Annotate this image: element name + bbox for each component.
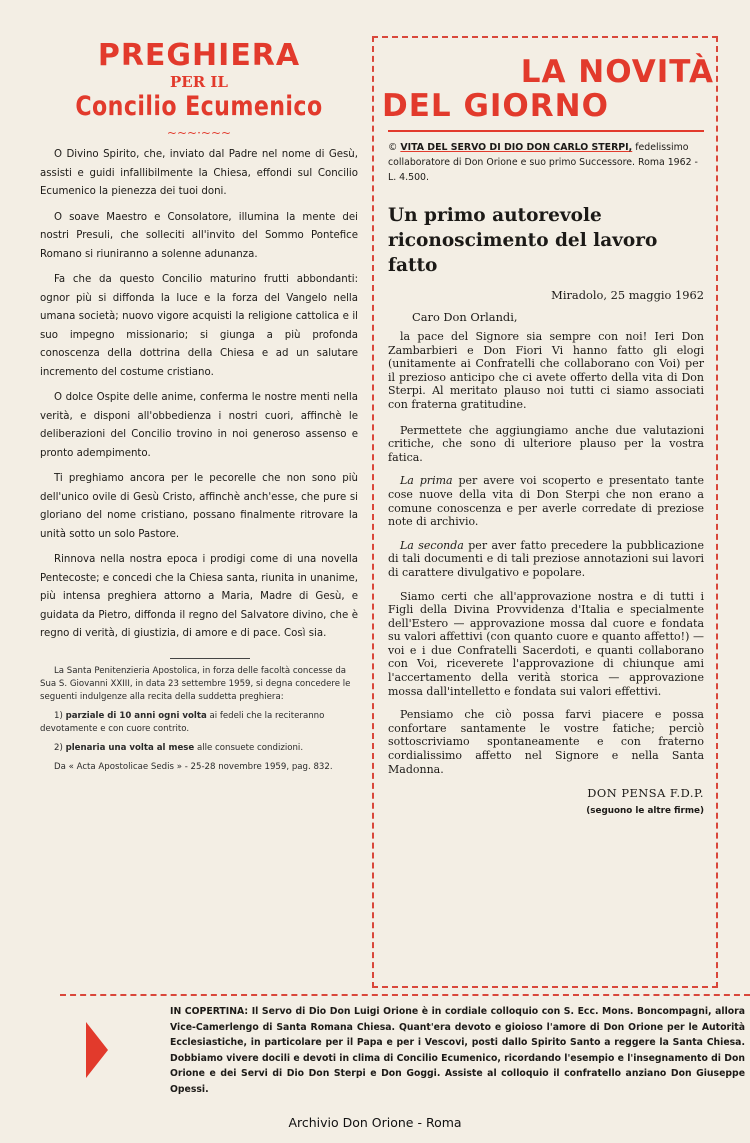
divider-rule — [170, 658, 250, 659]
prayer-paragraph: Rinnova nella nostra epoca i prodigi come di una novella Pentecoste; e concedi che la Chiesa santa, riunita in unanime, più intensa preghiera attorno a Maria, Madre di Gesù, e guidata da Pietro, diffonda il regno del Salvatore divino, che è regno di verità, di giustizia, di amore e di pace. Così sia. — [40, 554, 358, 639]
letter-text: per avere voi scoperto e presentato tante cose nuove della vita di Don Sterpi che non erano a comune conoscenza e per averle corredate di preziose note di archivio. — [388, 474, 704, 529]
book-announcement — [388, 140, 704, 185]
prayer-paragraph: Ti preghiamo ancora per le pecorelle che non sono più dell'unico ovile di Gesù Cristo, affinchè anch'esse, che pure si gloriano del nome cristiano, possano finalmente ritrovare la unità sotto un solo Pastore. — [40, 473, 358, 540]
note-item-number: 2) — [54, 742, 63, 753]
letter-emphasis: La seconda — [400, 538, 464, 552]
prayer-paragraph: O dolce Ospite delle anime, conferma le nostre menti nella verità, e disponi all'obbedienza i nostri cuori, affinchè le deliberazioni del Concilio trovino in noi generoso assenso e pronto adempimento. — [40, 392, 358, 459]
arrow-right-icon — [86, 1022, 108, 1078]
letter-emphasis: La prima — [400, 474, 453, 488]
prayer-title: PREGHIERA — [97, 38, 301, 73]
bottom-dashed-rule — [60, 994, 750, 996]
book-description: fedelissimo collaboratore di Don Orione e suo primo Successore. Roma 1962 - L. 4.500. — [388, 142, 698, 183]
archive-footer: Archivio Don Orione - Roma — [288, 1115, 462, 1130]
note-item — [40, 742, 358, 755]
ornament-divider: ~~~·~~~ — [166, 126, 232, 140]
note-intro: La Santa Penitenzieria Apostolica, in forza delle facoltà concesse da Sua S. Giovanni XXIII, in data 23 settembre 1959, si degna concedere le seguenti indulgenze alla recita della suddetta preghiera: — [40, 665, 351, 702]
other-signatures-note: (seguono le altre firme) — [586, 806, 704, 817]
letter-paragraph — [388, 474, 704, 528]
cover-text: Il Servo di Dio Don Luigi Orione è in cordiale colloquio con S. Ecc. Mons. Boncompagni, allora Vice-Camerlengo di Santa Romana Chiesa. Quant'era devoto e gioioso l'amore di Don Orione per le Autorità Ecclesiastiche, in particolare per il Papa e per i Vescovi, posti dallo Spirito Santo a reggere la Santa Chiesa. Dobbiamo vivere docili e devoti in clima di Concilio Ecumenico, ricordando l'esempio e l'insegnamento di Don Orione e dei Servi di Dio Don Sterpi e Don Goggi. Assiste al colloquio il confratello anziano Don Giuseppe Opessi. — [170, 1006, 745, 1095]
note-item-bold: plenaria una volta al mese — [65, 742, 195, 753]
letter-text: per aver fatto precedere la pubblicazione di tali documenti e di tali preziose annotazioni sui lavori di carattere divulgativo e popolare. — [388, 538, 705, 579]
letter-paragraph: Siamo certi che all'approvazione nostra e di tutti i Figli della Divina Provvidenza d'Italia e specialmente dell'Estero — approvazione mossa dal cuore e fondata su valori affettivi (con quanto cuore e quanto affetto!) — voi e i due Confratelli Sacerdoti, e quanti collaborano con Voi, riceverete l'approvazione di chiunque ami l'accertamento della verità storica — approvazione mossa dall'intelletto e fondata sui valori effettivi. — [388, 589, 704, 698]
cover-caption — [170, 1004, 745, 1097]
cover-label: IN COPERTINA: — [170, 1006, 249, 1017]
letter-signature: DON PENSA F.D.P. — [587, 786, 704, 801]
letter-paragraph: la pace del Signore sia sempre con noi! Ieri Don Zambarbieri e Don Fiori Vi hanno fatto gli elogi (unitamente ai Confratelli che collaborano con Voi) per il prezioso anticipo che ci avete offerto della vita di Don Sterpi. Al meritato plauso noi tutti ci siamo associati con fraterna gratitudine. — [388, 330, 704, 411]
note-item-text: ai fedeli che la reciteranno devotamente e con cuore contrito. — [40, 710, 325, 734]
red-rule — [388, 130, 704, 132]
prayer-paragraph: O soave Maestro e Consolatore, illumina la mente dei nostri Presuli, che solleciti all'invito del Sommo Pontefice Romano si riuniranno a solenne adunanza. — [40, 211, 358, 260]
note-source: Da « Acta Apostolicae Sedis » - 25-28 novembre 1959, pag. 832. — [54, 761, 333, 772]
copyright-icon: © — [388, 142, 398, 153]
letter-date: Miradolo, 25 maggio 1962 — [551, 288, 704, 302]
note-item-number: 1) — [54, 710, 63, 721]
news-title-line2: DEL GIORNO — [382, 88, 609, 124]
prayer-text — [40, 146, 358, 644]
note-item-text: alle consuete condizioni. — [196, 742, 304, 753]
letter-paragraph: Permettete che aggiungiamo anche due valutazioni critiche, che sono di ulteriore plauso per la vostra fatica. — [388, 423, 704, 464]
prayer-paragraph: Fa che da questo Concilio maturino frutti abbondanti: ognor più si diffonda la luce e la forza del Vangelo nella umana società; nuovo vigore acquisti la religione cattolica e il suo impegno missionario; si giunga a più profonda conoscenza della dottrina della Chiesa e ad un salutare incremento del costume cristiano. — [40, 274, 358, 378]
letter-salutation: Caro Don Orlandi, — [412, 310, 518, 324]
prayer-column — [40, 36, 358, 780]
note-item-bold: parziale di 10 anni ogni volta — [65, 710, 207, 721]
book-title: VITA DEL SERVO DI DIO DON CARLO STERPI, — [400, 142, 633, 153]
news-box — [372, 36, 718, 988]
letter-paragraph — [388, 539, 704, 580]
prayer-subtitle: PER IL — [170, 73, 228, 91]
council-title: Concilio Ecumenico — [75, 91, 323, 122]
note-item — [40, 710, 358, 736]
indulgence-note — [40, 665, 358, 774]
letter-body — [388, 330, 704, 776]
letter-headline: Un primo autorevole riconoscimento del lavoro fatto — [388, 205, 658, 276]
prayer-paragraph: O Divino Spirito, che, inviato dal Padre nel nome di Gesù, assisti e guidi infallibilmente la Chiesa, effondi sul Concilio Ecumenico la pienezza dei tuoi doni. — [40, 149, 358, 197]
letter-paragraph: Pensiamo che ciò possa farvi piacere e possa confortare santamente le vostre fatiche; perciò sottoscriviamo spontaneamente e con fraterno cordialissimo affetto nel Signore e nella Santa Madonna. — [388, 708, 704, 776]
news-title-line1: LA NOVITÀ — [520, 54, 714, 90]
